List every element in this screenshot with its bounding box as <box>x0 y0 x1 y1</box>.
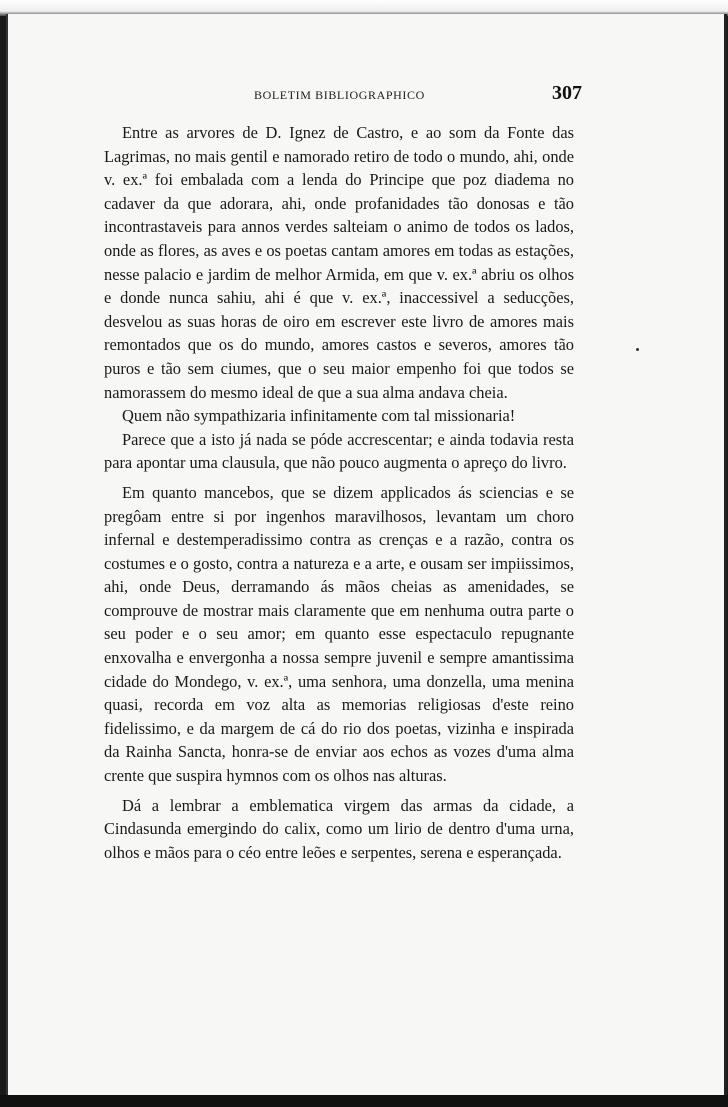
paragraph: Dá a lembrar a emblematica virgem das armas da cidade, a Cindasunda emergindo do calix, como um lirio de dentro d'uma urna, olhos e mãos para o céo entre leões e serpentes, serena e esperançada. <box>104 795 574 862</box>
paragraph: Entre as arvores de D. Ignez de Castro, e ao som da Fonte das Lagrimas, no mais gentil e namorado retiro de todo o mundo, ahi, onde v. ex.ª foi embalada com a lenda do Principe que poz diadema no cadaver da que adorara, ahi, onde profanidades tão donosas e tão incontrastaveis para annos verdes salteiam o animo de todos os lados, onde as flores, as aves e os poetas cantam amores em todas as estações, nesse palacio e jardim de melhor Armida, em que v. ex.ª abriu os olhos e donde nunca sahiu, ahi é que v. ex.ª, inaccessivel a seducções, desvelou as suas horas de oiro em escrever este livro de amores mais remontados que os do mundo, amores castos e severos, amores tão puros e tão sem ciumes, que o seu maior empenho foi que todos se namorassem do mesmo ideal de que a sua alma andava cheia. <box>104 123 574 402</box>
running-title: BOLETIM BIBLIOGRAPHICO <box>254 88 425 102</box>
page-number: 307 <box>552 82 582 104</box>
scan-bottom-edge <box>0 1095 728 1107</box>
body-text <box>104 121 574 864</box>
page-header <box>104 82 582 110</box>
paragraph: Em quanto mancebos, que se dizem applicados ás sciencias e se pregôam entre si por ingenhos maravilhosos, levantam um choro infernal e destemperadissimo contra as crenças e a razão, contra os costumes e o gosto, contra a natureza e a arte, e ousam ser impiissimos, ahi, onde Deus, derramando ás mãos cheias as amenidades, se comprouve de mostrar mais claramente que em nenhuma outra parte o seu poder e o seu amor; em quanto esse espectaculo repugnante enxovalha e envergonha a nossa sempre juvenil e sempre amantissima cidade do Mondego, v. ex.ª, uma senhora, uma donzella, uma menina quasi, recorda em voz alta as memorias religiosas d'este reino fidelissimo, e da margem de cá do rio dos poetas, vizinha e inspirada da Rainha Sancta, honra-se de enviar aos echos as vozes d'uma alma crente que suspira hymnos com os olhos nas alturas. <box>104 482 574 786</box>
scan-speck <box>636 348 639 351</box>
paragraph: Parece que a isto já nada se póde accrescentar; e ainda todavia resta para apontar uma clausula, que não pouco augmenta o apreço do livro. <box>104 429 574 473</box>
paragraph: Quem não sympathizaria infinitamente com tal missionaria! <box>122 406 516 426</box>
